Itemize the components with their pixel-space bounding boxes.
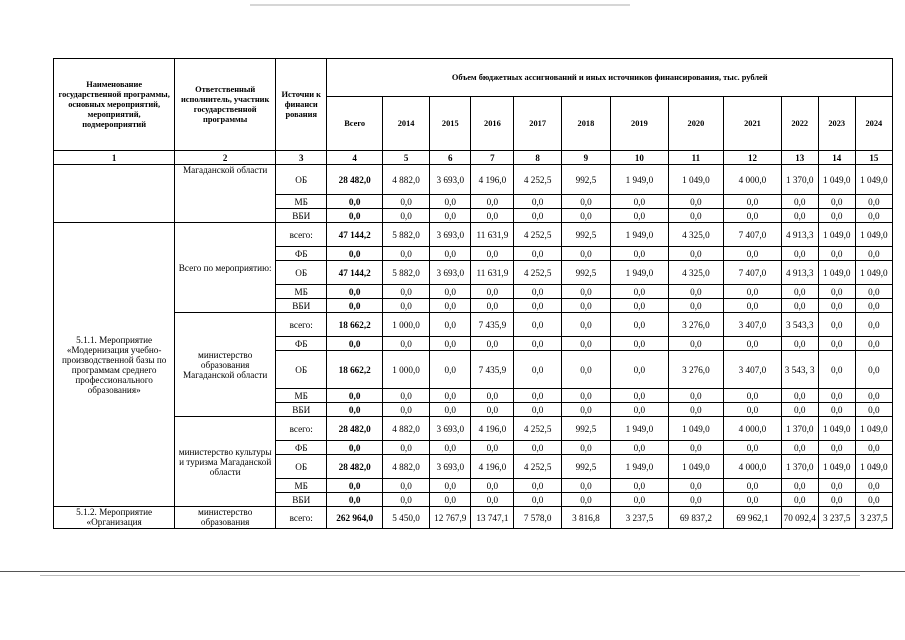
year-value: 1 049,0 [855,417,892,441]
year-value: 0,0 [514,479,561,493]
year-value: 11 631,9 [471,223,514,247]
column-number: 14 [818,151,855,165]
total-value: 0,0 [327,299,383,313]
total-value: 0,0 [327,209,383,223]
total-value: 0,0 [327,441,383,455]
measure-name [54,165,175,223]
funding-source: ВБИ [276,299,327,313]
year-value: 4 325,0 [668,223,724,247]
year-value: 0,0 [382,479,429,493]
year-value: 0,0 [855,351,892,389]
scan-noise [250,4,630,6]
year-value: 0,0 [514,493,561,507]
year-value: 0,0 [668,299,724,313]
year-value: 0,0 [855,285,892,299]
year-value: 0,0 [855,441,892,455]
year-value: 4 252,5 [514,165,561,195]
year-value: 4 252,5 [514,223,561,247]
executor-name: министерство культуры и туризма Магаданской области [175,417,276,507]
year-value: 992,5 [561,417,610,441]
year-value: 0,0 [724,195,782,209]
funding-source: МБ [276,389,327,403]
year-value: 0,0 [818,351,855,389]
column-number: 11 [668,151,724,165]
year-value: 1 370,0 [781,455,818,479]
total-value: 18 662,2 [327,351,383,389]
year-value: 0,0 [668,337,724,351]
total-value: 0,0 [327,195,383,209]
year-value: 0,0 [382,441,429,455]
year-value: 0,0 [611,299,669,313]
year-value: 4 913,3 [781,223,818,247]
year-value: 0,0 [471,403,514,417]
year-value: 0,0 [668,285,724,299]
column-number: 4 [327,151,383,165]
year-value: 0,0 [781,195,818,209]
year-value: 0,0 [471,389,514,403]
year-value: 0,0 [561,299,610,313]
year-value: 0,0 [855,389,892,403]
year-value: 0,0 [382,389,429,403]
header-year: 2020 [668,97,724,151]
year-value: 5 882,0 [382,223,429,247]
year-value: 4 252,5 [514,455,561,479]
year-value: 0,0 [668,441,724,455]
total-value: 0,0 [327,337,383,351]
budget-table [53,58,893,529]
year-value: 0,0 [855,299,892,313]
year-value: 0,0 [818,247,855,261]
year-value: 0,0 [818,299,855,313]
year-value: 1 049,0 [668,455,724,479]
header-year: 2018 [561,97,610,151]
year-value: 0,0 [471,209,514,223]
year-value: 0,0 [611,247,669,261]
year-value: 0,0 [430,209,471,223]
year-value: 1 049,0 [818,165,855,195]
header-year: 2019 [611,97,669,151]
year-value: 0,0 [514,299,561,313]
funding-source: МБ [276,195,327,209]
year-value: 3 693,0 [430,455,471,479]
table-row [54,417,893,441]
header-name: Наименование государственной программы, основных мероприятий, мероприятий, подмероприятий [54,59,175,151]
year-value: 0,0 [724,441,782,455]
year-value: 0,0 [514,209,561,223]
funding-source: всего: [276,417,327,441]
year-value: 0,0 [561,285,610,299]
year-value: 4 000,0 [724,165,782,195]
column-number: 10 [611,151,669,165]
year-value: 0,0 [514,195,561,209]
year-value: 0,0 [818,479,855,493]
header-source: Источни к финанси рования [276,59,327,151]
column-number: 15 [855,151,892,165]
header-total: Всего [327,97,383,151]
year-value: 992,5 [561,223,610,247]
year-value: 3 237,5 [818,507,855,529]
year-value: 0,0 [561,195,610,209]
year-value: 1 049,0 [818,417,855,441]
table-row [54,313,893,337]
year-value: 1 049,0 [855,223,892,247]
total-value: 262 964,0 [327,507,383,529]
year-value: 69 962,1 [724,507,782,529]
year-value: 0,0 [855,195,892,209]
year-value: 7 435,9 [471,313,514,337]
year-value: 0,0 [611,493,669,507]
year-value: 1 000,0 [382,351,429,389]
year-value: 0,0 [781,493,818,507]
year-value: 3 276,0 [668,351,724,389]
year-value: 0,0 [781,389,818,403]
year-value: 70 092,4 [781,507,818,529]
year-value: 1 049,0 [855,455,892,479]
funding-source: ФБ [276,247,327,261]
year-value: 0,0 [514,441,561,455]
year-value: 0,0 [724,389,782,403]
column-number: 1 [54,151,175,165]
year-value: 3 543,3 [781,313,818,337]
funding-source: ОБ [276,261,327,285]
year-value: 3 276,0 [668,313,724,337]
year-value: 0,0 [611,351,669,389]
year-value: 0,0 [430,403,471,417]
year-value: 0,0 [611,441,669,455]
measure-name: 5.1.1. Мероприятие «Модернизация учебно-производственной базы по программам среднего профессионального образования» [54,223,175,507]
year-value: 4 252,5 [514,417,561,441]
year-value: 0,0 [382,209,429,223]
executor-name: министерство образования [175,507,276,529]
year-value: 0,0 [668,209,724,223]
total-value: 0,0 [327,493,383,507]
year-value: 3 543, 3 [781,351,818,389]
year-value: 1 949,0 [611,455,669,479]
year-value: 0,0 [668,479,724,493]
column-number: 12 [724,151,782,165]
year-value: 0,0 [382,247,429,261]
year-value: 0,0 [561,313,610,337]
year-value: 4 196,0 [471,165,514,195]
year-value: 0,0 [430,299,471,313]
year-value: 4 325,0 [668,261,724,285]
header-year: 2024 [855,97,892,151]
header-year: 2022 [781,97,818,151]
year-value: 1 949,0 [611,417,669,441]
year-value: 4 000,0 [724,455,782,479]
year-value: 3 237,5 [611,507,669,529]
total-value: 0,0 [327,247,383,261]
header-executor: Ответственный исполнитель, участник государственной программы [175,59,276,151]
year-value: 0,0 [855,247,892,261]
year-value: 0,0 [611,479,669,493]
year-value: 0,0 [781,209,818,223]
year-value: 1 370,0 [781,417,818,441]
year-value: 1 049,0 [855,165,892,195]
year-value: 5 450,0 [382,507,429,529]
year-value: 4 882,0 [382,417,429,441]
column-number: 13 [781,151,818,165]
year-value: 0,0 [818,441,855,455]
year-value: 0,0 [561,337,610,351]
year-value: 0,0 [724,403,782,417]
year-value: 0,0 [611,313,669,337]
measure-name: 5.1.2. Мероприятие «Организация [54,507,175,529]
funding-source: ОБ [276,351,327,389]
year-value: 1 049,0 [855,261,892,285]
year-value: 3 237,5 [855,507,892,529]
year-value: 0,0 [561,247,610,261]
year-value: 992,5 [561,165,610,195]
year-value: 0,0 [855,313,892,337]
year-value: 0,0 [818,209,855,223]
year-value: 5 882,0 [382,261,429,285]
year-value: 0,0 [668,389,724,403]
year-value: 0,0 [430,351,471,389]
year-value: 4 913,3 [781,261,818,285]
year-value: 0,0 [382,337,429,351]
year-value: 0,0 [514,389,561,403]
year-value: 0,0 [430,337,471,351]
total-value: 47 144,2 [327,261,383,285]
column-number: 7 [471,151,514,165]
column-number: 2 [175,151,276,165]
year-value: 4 196,0 [471,417,514,441]
year-value: 0,0 [724,209,782,223]
year-value: 3 693,0 [430,261,471,285]
executor-name: министерство образования Магаданской области [175,313,276,417]
executor-name: Магаданской области [175,165,276,223]
total-value: 0,0 [327,285,383,299]
header-budget: Объем бюджетных ассигнований и иных источников финансирования, тыс. рублей [327,59,893,97]
year-value: 0,0 [382,403,429,417]
year-value: 7 407,0 [724,261,782,285]
year-value: 0,0 [781,285,818,299]
year-value: 7 407,0 [724,223,782,247]
total-value: 0,0 [327,479,383,493]
year-value: 0,0 [430,285,471,299]
year-value: 0,0 [611,195,669,209]
header-year: 2021 [724,97,782,151]
year-value: 3 407,0 [724,313,782,337]
scan-edge-line [40,575,860,576]
year-value: 0,0 [561,403,610,417]
year-value: 0,0 [818,313,855,337]
year-value: 0,0 [471,337,514,351]
year-value: 992,5 [561,455,610,479]
year-value: 0,0 [781,479,818,493]
funding-source: ВБИ [276,493,327,507]
year-value: 0,0 [382,493,429,507]
year-value: 0,0 [724,299,782,313]
executor-name: Всего по мероприятию: [175,223,276,313]
year-value: 0,0 [471,479,514,493]
total-value: 18 662,2 [327,313,383,337]
total-value: 0,0 [327,389,383,403]
year-value: 3 693,0 [430,417,471,441]
year-value: 0,0 [382,285,429,299]
column-number: 3 [276,151,327,165]
funding-source: ВБИ [276,209,327,223]
funding-source: ФБ [276,441,327,455]
year-value: 0,0 [855,403,892,417]
year-value: 0,0 [430,389,471,403]
year-value: 0,0 [471,441,514,455]
year-value: 1 049,0 [668,165,724,195]
year-value: 0,0 [430,313,471,337]
funding-source: всего: [276,223,327,247]
year-value: 0,0 [471,493,514,507]
year-value: 1 949,0 [611,165,669,195]
year-value: 0,0 [611,403,669,417]
table-row [54,507,893,529]
column-number: 8 [514,151,561,165]
year-value: 0,0 [781,403,818,417]
year-value: 0,0 [818,195,855,209]
year-value: 1 049,0 [818,223,855,247]
year-value: 0,0 [430,493,471,507]
year-value: 0,0 [724,247,782,261]
total-value: 0,0 [327,403,383,417]
year-value: 0,0 [561,389,610,403]
year-value: 13 747,1 [471,507,514,529]
year-value: 0,0 [430,247,471,261]
year-value: 0,0 [514,351,561,389]
funding-source: всего: [276,313,327,337]
funding-source: ФБ [276,337,327,351]
year-value: 1 049,0 [818,261,855,285]
year-value: 0,0 [668,403,724,417]
year-value: 1 049,0 [668,417,724,441]
year-value: 0,0 [471,285,514,299]
year-value: 0,0 [430,479,471,493]
year-value: 0,0 [471,195,514,209]
year-value: 69 837,2 [668,507,724,529]
year-value: 1 370,0 [781,165,818,195]
year-value: 0,0 [611,337,669,351]
year-value: 0,0 [668,247,724,261]
year-value: 0,0 [561,441,610,455]
year-value: 4 196,0 [471,455,514,479]
table-row [54,223,893,247]
year-value: 0,0 [781,299,818,313]
year-value: 0,0 [561,479,610,493]
year-value: 0,0 [611,285,669,299]
year-value: 4 252,5 [514,261,561,285]
funding-source: ВБИ [276,403,327,417]
year-value: 1 049,0 [818,455,855,479]
year-value: 0,0 [781,337,818,351]
header-year: 2023 [818,97,855,151]
header-year: 2015 [430,97,471,151]
year-value: 0,0 [561,493,610,507]
year-value: 0,0 [611,389,669,403]
year-value: 3 407,0 [724,351,782,389]
year-value: 0,0 [561,351,610,389]
year-value: 0,0 [471,247,514,261]
year-value: 4 882,0 [382,455,429,479]
year-value: 0,0 [514,313,561,337]
year-value: 0,0 [514,403,561,417]
header-year: 2016 [471,97,514,151]
column-number: 9 [561,151,610,165]
column-number: 6 [430,151,471,165]
table-row [54,165,893,195]
funding-source: МБ [276,285,327,299]
year-value: 1 949,0 [611,261,669,285]
year-value: 7 435,9 [471,351,514,389]
year-value: 0,0 [668,195,724,209]
scan-edge-line [0,571,905,572]
funding-source: ОБ [276,165,327,195]
year-value: 0,0 [514,285,561,299]
year-value: 0,0 [855,493,892,507]
year-value: 0,0 [724,337,782,351]
year-value: 992,5 [561,261,610,285]
funding-source: всего: [276,507,327,529]
column-number: 5 [382,151,429,165]
year-value: 0,0 [818,337,855,351]
year-value: 11 631,9 [471,261,514,285]
year-value: 0,0 [855,209,892,223]
year-value: 0,0 [430,195,471,209]
year-value: 0,0 [382,195,429,209]
year-value: 0,0 [855,479,892,493]
year-value: 0,0 [724,285,782,299]
header-year: 2017 [514,97,561,151]
year-value: 0,0 [818,389,855,403]
year-value: 0,0 [430,441,471,455]
year-value: 0,0 [724,493,782,507]
year-value: 0,0 [818,403,855,417]
header-year: 2014 [382,97,429,151]
year-value: 3 693,0 [430,223,471,247]
total-value: 47 144,2 [327,223,383,247]
year-value: 3 693,0 [430,165,471,195]
year-value: 0,0 [611,209,669,223]
year-value: 1 000,0 [382,313,429,337]
year-value: 4 882,0 [382,165,429,195]
year-value: 0,0 [724,479,782,493]
year-value: 0,0 [668,493,724,507]
year-value: 3 816,8 [561,507,610,529]
year-value: 0,0 [514,247,561,261]
year-value: 4 000,0 [724,417,782,441]
year-value: 0,0 [818,493,855,507]
year-value: 1 949,0 [611,223,669,247]
year-value: 12 767,9 [430,507,471,529]
year-value: 0,0 [781,441,818,455]
year-value: 0,0 [781,247,818,261]
total-value: 28 482,0 [327,417,383,441]
funding-source: ОБ [276,455,327,479]
year-value: 0,0 [855,337,892,351]
year-value: 7 578,0 [514,507,561,529]
total-value: 28 482,0 [327,165,383,195]
funding-source: МБ [276,479,327,493]
year-value: 0,0 [471,299,514,313]
year-value: 0,0 [561,209,610,223]
year-value: 0,0 [382,299,429,313]
total-value: 28 482,0 [327,455,383,479]
year-value: 0,0 [514,337,561,351]
year-value: 0,0 [818,285,855,299]
